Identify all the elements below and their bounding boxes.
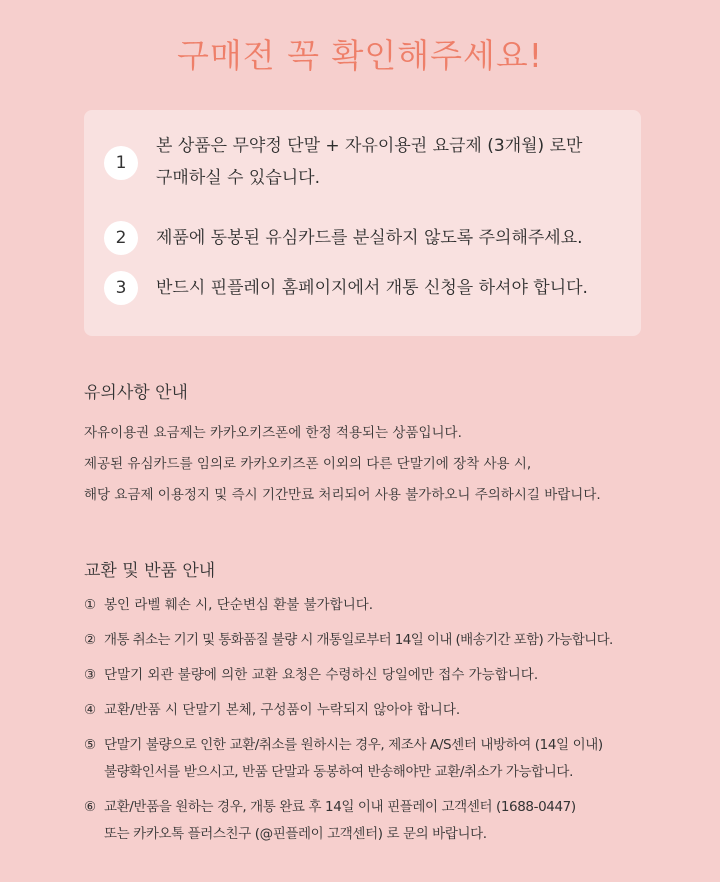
step-text-line-1: 제품에 동봉된 유심카드를 분실하지 않도록 주의해주세요.	[156, 228, 583, 248]
item-number: ③	[84, 667, 97, 683]
item-number: ⑥	[84, 799, 97, 815]
item-text: 교환/반품 시 단말기 본체, 구성품이 누락되지 않아야 합니다.	[104, 702, 461, 718]
step-number-badge: 3	[104, 271, 138, 305]
caution-section-title: 유의사항 안내	[84, 383, 188, 403]
item-number: ⑤	[84, 737, 97, 753]
step-number-badge: 1	[104, 146, 138, 180]
step-text-line-1: 본 상품은 무약정 단말 + 자유이용권 요금제 (3개월) 로만	[156, 136, 583, 156]
exchange-section-title: 교환 및 반품 안내	[84, 561, 216, 581]
page-title: 구매전 꼭 확인해주세요!	[177, 36, 543, 75]
item-text-line-2: 불량확인서를 받으시고, 반품 단말과 동봉하여 반송해야만 교환/취소가 가능합니다.	[104, 764, 573, 780]
caution-line-2: 제공된 유심카드를 임의로 카카오키즈폰 이외의 다른 단말기에 장착 사용 시,	[84, 456, 532, 472]
item-number: ②	[84, 632, 97, 648]
item-text-line-1: 단말기 불량으로 인한 교환/취소를 원하시는 경우, 제조사 A/S센터 내방하여 (14일 이내)	[104, 737, 603, 753]
item-text: 개통 취소는 기기 및 통화품질 불량 시 개통일로부터 14일 이내 (배송기간 포함) 가능합니다.	[104, 632, 613, 648]
step-text-line-2: 구매하실 수 있습니다.	[156, 168, 321, 188]
item-text-line-2: 또는 카카오톡 플러스친구 (@핀플레이 고객센터) 로 문의 바랍니다.	[104, 826, 487, 842]
notice-box	[84, 110, 641, 336]
item-text-line-1: 교환/반품을 원하는 경우, 개통 완료 후 14일 이내 핀플레이 고객센터 (1688-0447)	[104, 799, 576, 815]
step-number-badge: 2	[104, 221, 138, 255]
item-number: ①	[84, 597, 97, 613]
caution-line-1: 자유이용권 요금제는 카카오키즈폰에 한정 적용되는 상품입니다.	[84, 425, 462, 441]
item-text: 단말기 외관 불량에 의한 교환 요청은 수령하신 당일에만 접수 가능합니다.	[104, 667, 539, 683]
step-text-line-1: 반드시 핀플레이 홈페이지에서 개통 신청을 하셔야 합니다.	[156, 278, 588, 298]
item-text: 봉인 라벨 훼손 시, 단순변심 환불 불가합니다.	[104, 597, 374, 613]
caution-line-3: 해당 요금제 이용정지 및 즉시 기간만료 처리되어 사용 불가하오니 주의하시길 바랍니다.	[84, 487, 601, 503]
item-number: ④	[84, 702, 97, 718]
